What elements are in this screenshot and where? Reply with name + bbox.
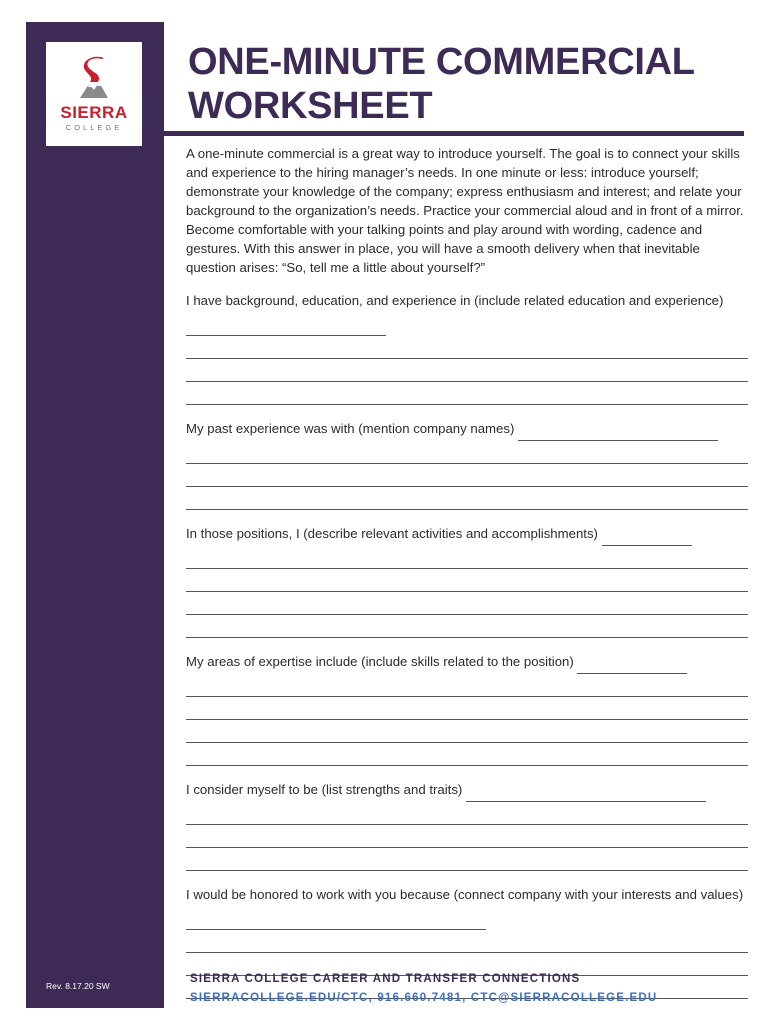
footer-contact-link[interactable]: SIERRACOLLEGE.EDU/CTC, 916.660.7481, CTC@SIERRACOLLEGE.EDU [190, 992, 658, 1004]
answer-line[interactable] [186, 336, 748, 359]
section-prompt: I consider myself to be (list strengths and traits) [186, 778, 748, 802]
answer-line[interactable] [186, 592, 748, 615]
mountain-s-icon [80, 56, 108, 98]
worksheet-body [186, 144, 748, 999]
answer-field[interactable] [518, 417, 718, 441]
title-divider [164, 131, 744, 136]
section-background [186, 289, 748, 405]
answer-field[interactable] [466, 778, 706, 802]
answer-line[interactable] [186, 546, 748, 569]
logo-name: SIERRA [60, 103, 128, 122]
page-title: ONE-MINUTE COMMERCIAL WORKSHEET [188, 41, 694, 127]
answer-line[interactable] [186, 487, 748, 510]
answer-line[interactable] [186, 697, 748, 720]
answer-line[interactable] [186, 674, 748, 697]
answer-line[interactable] [186, 615, 748, 638]
section-prompt: I have background, education, and experience in (include related education and experience) [186, 289, 748, 336]
section-prompt: My past experience was with (mention company names) [186, 417, 748, 441]
section-expertise [186, 650, 748, 766]
answer-line[interactable] [186, 441, 748, 464]
answer-field[interactable] [577, 650, 687, 674]
answer-line[interactable] [186, 848, 748, 871]
revision-note: Rev. 8.17.20 SW [46, 981, 110, 991]
answer-line[interactable] [186, 802, 748, 825]
footer [190, 970, 657, 1008]
footer-organization: SIERRA COLLEGE CAREER AND TRANSFER CONNECTIONS [190, 973, 581, 985]
section-prompt: I would be honored to work with you because (connect company with your interests and values) [186, 883, 748, 930]
section-prompt: My areas of expertise include (include skills related to the position) [186, 650, 748, 674]
answer-line[interactable] [186, 382, 748, 405]
answer-line[interactable] [186, 743, 748, 766]
answer-line[interactable] [186, 720, 748, 743]
section-prompt: In those positions, I (describe relevant activities and accomplishments) [186, 522, 748, 546]
sidebar-band [26, 22, 164, 1008]
answer-line[interactable] [186, 930, 748, 953]
section-past-experience [186, 417, 748, 510]
answer-field[interactable] [186, 312, 386, 336]
section-positions [186, 522, 748, 638]
answer-field[interactable] [186, 906, 486, 930]
answer-line[interactable] [186, 359, 748, 382]
answer-line[interactable] [186, 464, 748, 487]
logo-subtitle: COLLEGE [65, 123, 123, 132]
answer-field[interactable] [602, 522, 692, 546]
answer-line[interactable] [186, 825, 748, 848]
section-strengths [186, 778, 748, 871]
sierra-college-logo [46, 42, 142, 146]
answer-line[interactable] [186, 569, 748, 592]
intro-paragraph: A one-minute commercial is a great way to introduce yourself. The goal is to connect your skills and experience to the hiring manager’s needs. In one minute or less: introduce yourself; demonstrate your knowledge of the company; express enthusiasm and interest; and relate your background to the organization’s needs. Practice your commercial aloud and in front of a mirror. Become comfortable with your talking points and play around with wording, cadence and gestures. With this answer in place, you will have a smooth delivery when that inevitable question arises: “So, tell me a little about yourself?” [186, 146, 744, 275]
